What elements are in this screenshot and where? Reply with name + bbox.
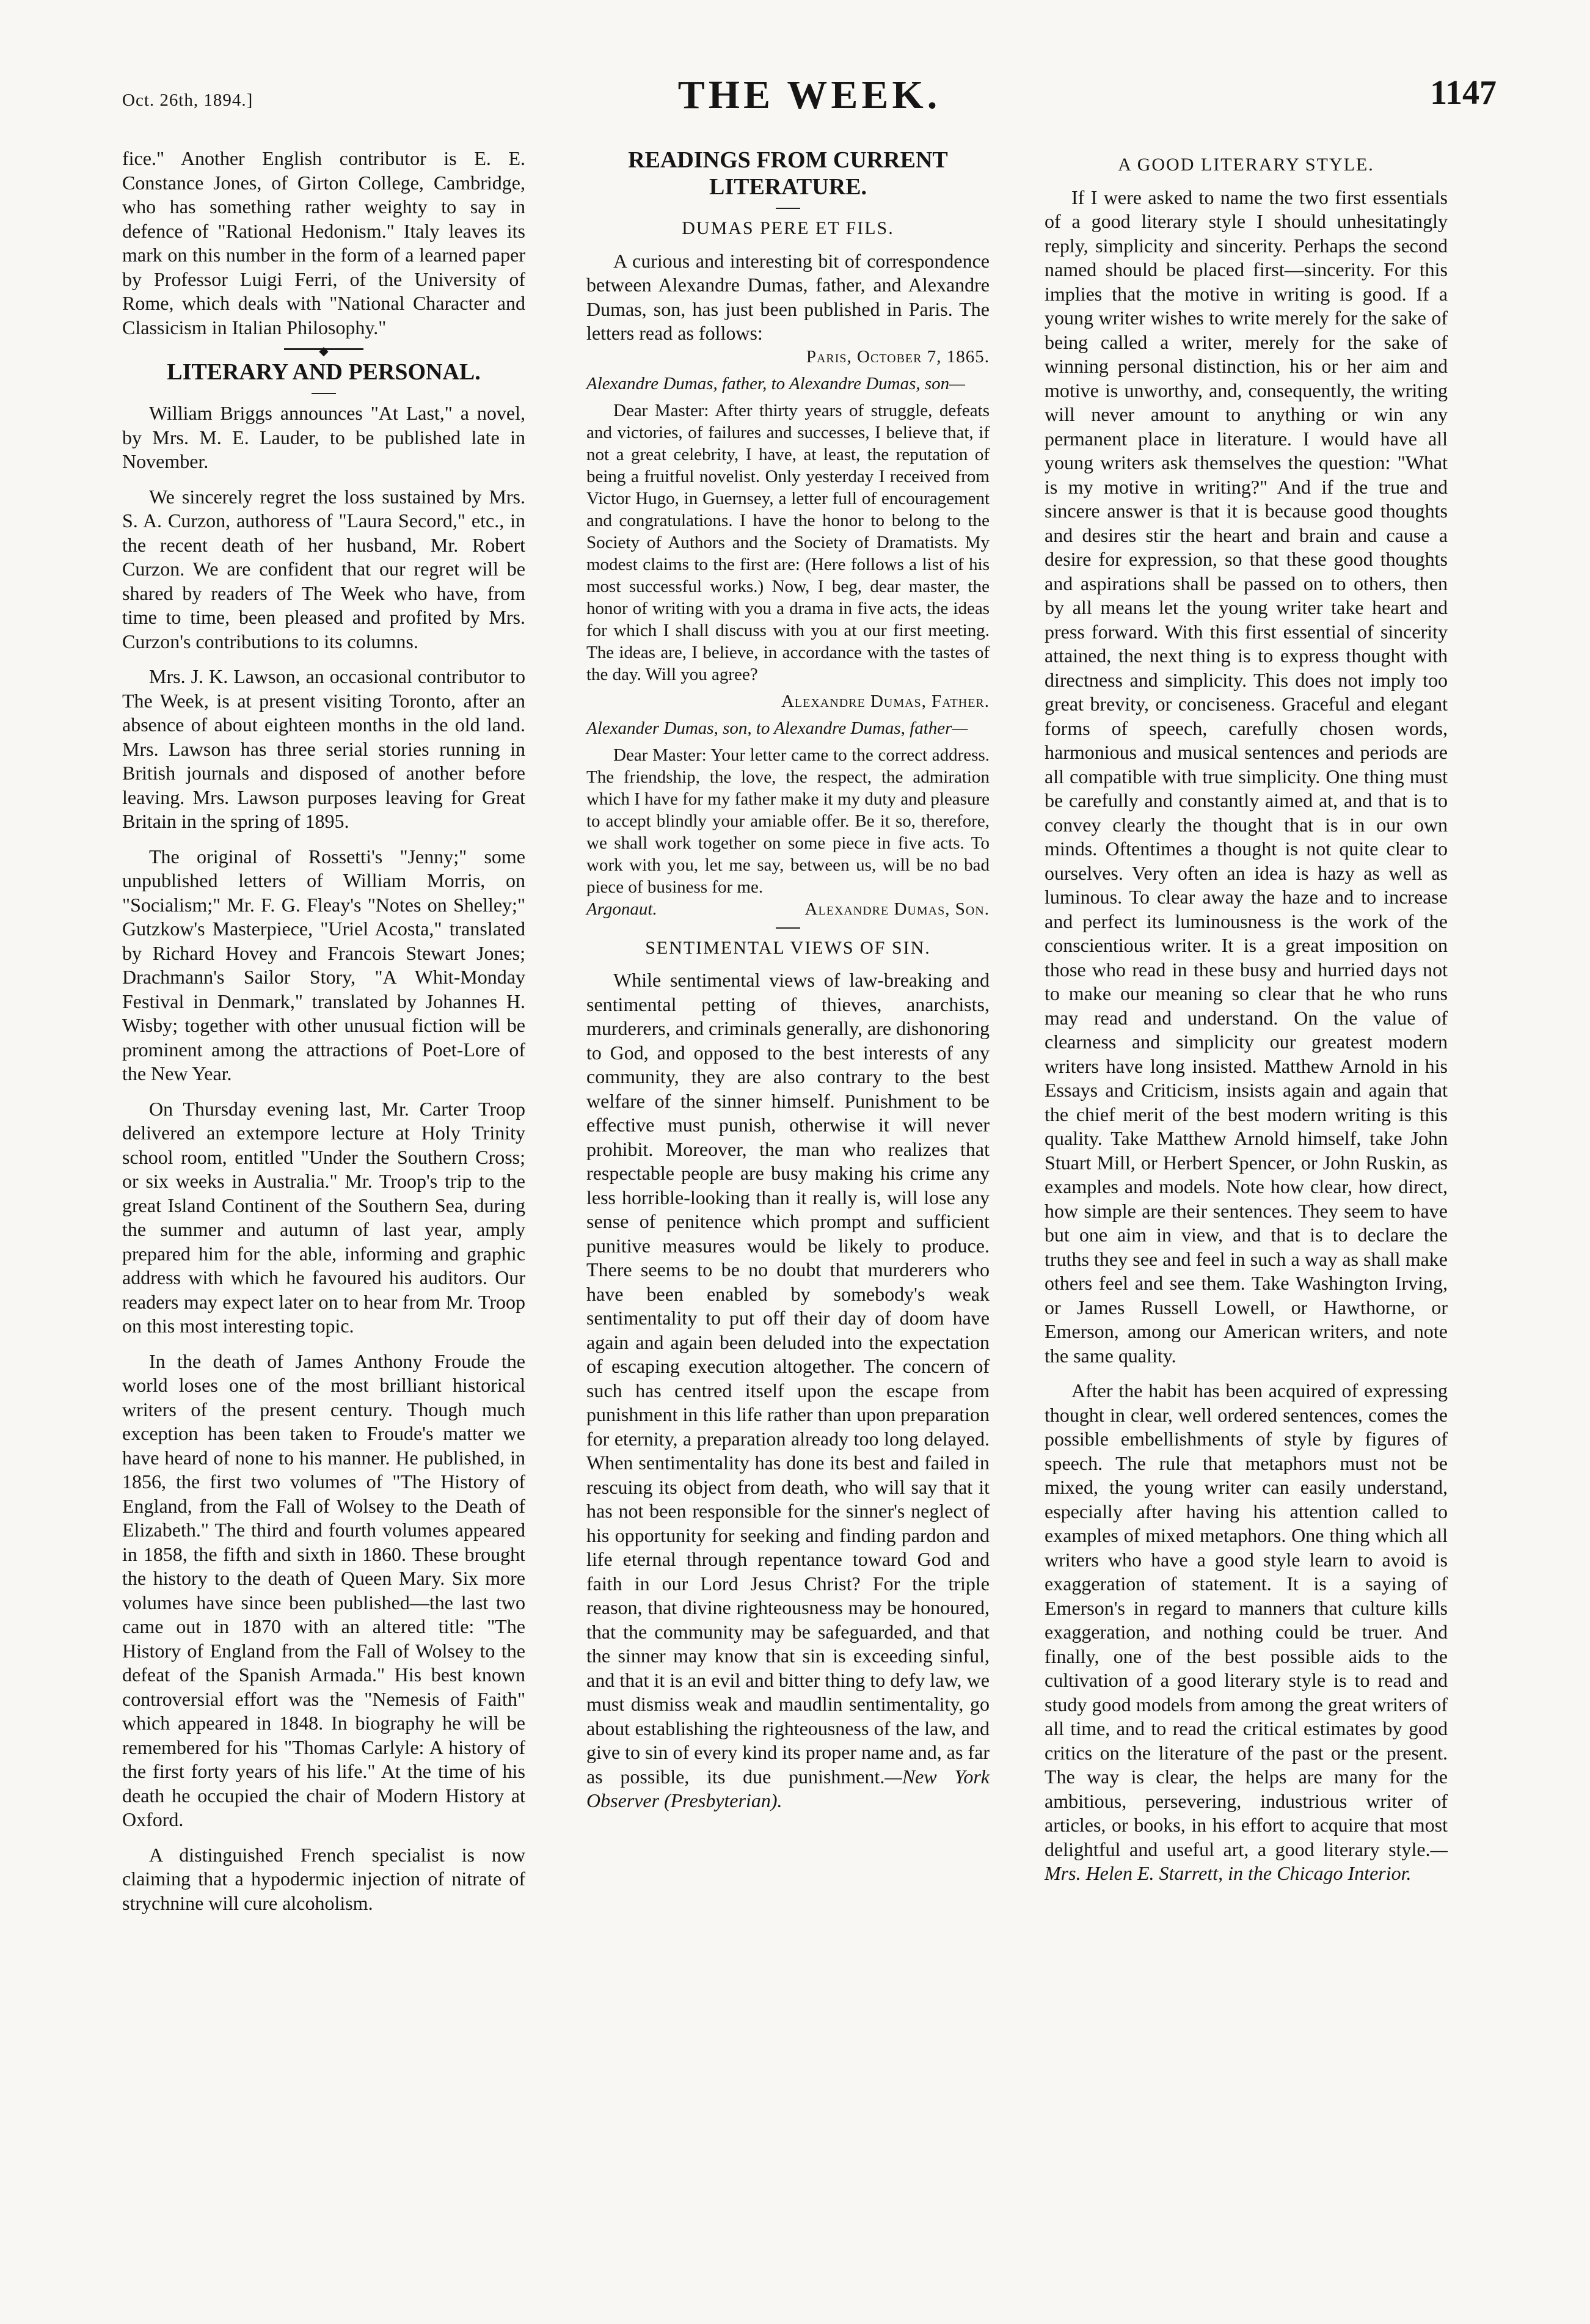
article-title-sentimental: SENTIMENTAL VIEWS OF SIN. (645, 937, 931, 958)
letter-signature: Alexandre Dumas, Father. (781, 691, 990, 711)
news-paragraph: A distinguished French specialist is now claiming that a hypodermic injection of nitrate of strychnine will cure alcoholism. (122, 1843, 525, 1914)
source-citation: —New York Observer (Presbyterian). (586, 1765, 990, 1811)
letter-signature: Alexandre Dumas, Son. (804, 899, 990, 919)
news-paragraph: On Thursday evening last, Mr. Carter Troop delivered an extempore lecture at Holy Trinity school room, entitled "Under the Southern Cross; or six weeks in Australia." Mr. Troop's trip to the great Island Continent of the Southern Sea, during the summer and autumn of last year, amply prepared him for the able, informing and graphic address with which he favoured his auditors. Our readers may expect later on to hear from Mr. Troop on this most interesting topic. (122, 1097, 525, 1337)
news-paragraph: We sincerely regret the loss sustained by Mrs. S. A. Curzon, authoress of "Laura Secord," etc., in the recent death of her husband, Mr. Robert Curzon. We are confident that our regret will be shared by readers of The Week who have, from time to time, been pleased and profited by Mrs. Curzon's contributions to its columns. (122, 485, 525, 652)
letter-block (586, 346, 990, 920)
letter-body: Dear Master: Your letter came to the correct address. The friendship, the love, the respect, the admiration which I have for my father make it my duty and pleasure to accept blindly your amiable offer. Be it so, therefore, we shall work together on some piece in five acts. To work with you, let me say, between us, will be no bad piece of business for me. (586, 745, 990, 897)
source-citation: —Mrs. Helen E. Starrett, in the Chicago Interior. (1045, 1838, 1448, 1884)
article-paragraph (1045, 1379, 1448, 1886)
continued-paragraph: fice." Another English contributor is E. E. Constance Jones, of Girton College, Cambridge, who has something rather weighty to say in defence of "Rational Hedonism." Italy leaves its mark on this number in the form of a learned paper by Professor Luigi Ferri, of the University of Rome, which deals with "National Character and Classicism in Italian Philosophy." (122, 147, 525, 338)
article-text: While sentimental views of law-breaking and sentimental petting of thieves, anarchists, murderers, and criminals generally, are dishonoring to God, and opposed to the best interests of any community, they are also contrary to the best welfare of the sinner himself. Punishment to be effective must punish, otherwise it will never prohibit. Moreover, the man who realizes that respectable people are busy making his crime any less horrible-looking than it really is, will lose any sense of penitence which prompt and sufficient punitive measures would be likely to produce. There seems to be no doubt that murderers who have been enabled by somebody's weak sentimentality to put off their day of doom have again and again been deluded into the expectation of escaping execution altogether. The concern of such has centred itself upon the escape from punishment in this life rather than upon preparation for eternity, a preparation already too long delayed. When sentimentality has done its best and failed in rescuing its object from death, who will say that it has not been responsible for the sinner's neglect of his opportunity for seeking and finding pardon and life eternal through repentance toward God and faith in our Lord Jesus Christ? For the triple reason, that divine righteousness may be honoured, that the community may be safeguarded, and that the sinner may know that sin is exceeding sinful, and that it is an evil and bitter thing to defy law, we must dismiss weak and maudlin sentimentality, go about establishing the righteousness of the law, and give to sin of every kind its proper name and, as far as possible, its due punishment. (586, 969, 990, 1788)
article-title-dumas: DUMAS PERE ET FILS. (682, 218, 894, 238)
divider (776, 927, 800, 929)
letter-dateline: Paris, October 7, 1865. (806, 346, 990, 367)
article-text: After the habit has been acquired of expressing thought in clear, well ordered sentences, comes the possible embellishments of style by figures of speech. The rule that metaphors must not be mixed, the young writer can easily understand, especially after having his attention called to examples of mixed metaphors. One thing which all writers who have a good style learn to avoid is exaggeration of statement. It is a saying of Emerson's in regard to manners that culture kills exaggeration, and nothing could be truer. And finally, one of the best possible aids to the cultivation of a good literary style is to read and study good models from among the great writers of all time, and to read the critical estimates by good critics on the literature of the past or the present. The way is clear, the helps are many for the ambitious, persevering, industrious writer of articles, or books, in his effort to acquire that most delightful and useful art, a good literary style. (1045, 1379, 1448, 1860)
news-paragraph: The original of Rossetti's "Jenny;" some unpublished letters of William Morris, on "Socialism;" Mr. F. G. Fleay's "Notes on Shelley;" Gutzkow's Masterpiece, "Uriel Acosta," translated by Richard Hovey and Francois Stewart Jones; Drachmann's Sailor Story, "A Whit-Monday Festival in Denmark," translated by Johannes H. Wisby; together with other unusual fiction will be prominent among the attractions of Poet-Lore of the New Year. (122, 845, 525, 1084)
letter-address: Alexandre Dumas, father, to Alexandre Dumas, son— (586, 373, 965, 393)
column-middle (586, 147, 990, 1813)
letter-body: Dear Master: After thirty years of struggle, defeats and victories, of failures and successes, I believe that, if not a great celebrity, I have, at least, the reputation of being a fruitful novelist. Only yesterday I received from Victor Hugo, in Guernsey, a letter full of encouragement and congratulations. I have the honor to belong to the Society of Authors and the Society of Dramatists. My modest claims to the first are: (Here follows a list of his most successful works.) Now, I beg, dear master, the honor of writing with you a drama in five acts, the ideas for which I shall discuss with you at our first meeting. The ideas are, I believe, in accordance with the tastes of the day. Will you agree? (586, 400, 990, 684)
news-paragraph: William Briggs announces "At Last," a novel, by Mrs. M. E. Lauder, to be published late in November. (122, 402, 525, 472)
ornament-divider (284, 348, 363, 350)
article-intro: A curious and interesting bit of correspondence between Alexandre Dumas, father, and Alexandre Dumas, son, has just been published in Paris. The letters read as follows: (586, 249, 990, 344)
section-heading-readings: READINGS FROM CURRENT LITERATURE. (628, 147, 948, 200)
column-left (122, 147, 525, 1915)
divider (776, 208, 800, 209)
letter-signature-row (586, 898, 990, 920)
article-title-literary-style: A GOOD LITERARY STYLE. (1118, 155, 1374, 175)
article-paragraph: If I were asked to name the two first essentials of a good literary style I should unhesitatingly reply, simplicity and sincerity. Perhaps the second named should be placed first—sincerity. For this implies that the motive in writing is good. If a young writer wishes to write merely for the sake of being called a writer, merely for the sake of winning personal distinction, his or her aim and motive is unworthy, and, consequently, the writing will never amount to anything or win any permanent place in literature. I would have all young writers ask themselves the question: "What is my motive in writing?" And if the true and sincere answer is that it is because good thoughts and desires stir the heart and brain and cause a desire for expression, so that these good thoughts and aspirations shall be passed on to others, then by all means let the young writer take heart and press forward. With this first essential of sincerity attained, the next thing is to express thought with directness and simplicity. This does not imply too great brevity, or conciseness. Graceful and elegant forms of speech, carefully chosen words, harmonious and musical sentences and periods are all compatible with true simplicity. One thing must be carefully and constantly aimed at, and that is to convey clearly the thought that is in our own minds. Oftentimes a thought is not quite clear to ourselves. Very often an idea is hazy as well as luminous. To clear away the haze and to increase and perfect its luminousness is the work of the conscientious writer. It is a great imposition on those who read in these busy and hurried days not to make our meaning so clear that he who runs may read and understand. On the value of clearness and simplicity our greatest modern writers have long insisted. Matthew Arnold in his Essays and Criticism, insists again and again that the chief merit of the best modern writing is this quality. Take Matthew Arnold himself, take John Stuart Mill, or Herbert Spencer, or John Ruskin, as examples and models. Note how clear, how direct, how simple are their sentences. They seem to have but one aim in view, and that is to declare the truths they see and feel in such a way as shall make others feel and see them. Take Washington Irving, or James Russell Lowell, or Hawthorne, or Emerson, among our American writers, and note the same quality. (1045, 186, 1448, 1367)
divider (312, 393, 336, 394)
column-right (1045, 147, 1448, 1886)
news-paragraph: In the death of James Anthony Froude the world loses one of the most brilliant historical writers of the present century. Though much exception has been taken to Froude's matter we have heard of none to his manner. He published, in 1856, the first two volumes of "The History of England, from the Fall of Wolsey to the Death of Elizabeth." The third and fourth volumes appeared in 1858, the fifth and sixth in 1860. These brought the history to the death of Queen Mary. Six more volumes have since been published—the last two came out in 1870 with an altered title: "The History of England from the Fall of Wolsey to the defeat of the Spanish Armada." His best known controversial effort was the "Nemesis of Faith" which appeared in 1848. In biography he will be remembered for his "Thomas Carlyle: A history of the first forty years of his life." At the time of his death he occupied the chair of Modern History at Oxford. (122, 1350, 525, 1830)
issue-date: Oct. 26th, 1894.] (122, 90, 253, 110)
source-citation: Argonaut. (586, 899, 657, 919)
news-paragraph: Mrs. J. K. Lawson, an occasional contributor to The Week, is at present visiting Toronto, after an absence of about eighteen months in the old land. Mrs. Lawson has three serial stories running in British journals and disposed of another before leaving. Mrs. Lawson purposes leaving for Great Britain in the spring of 1895. (122, 665, 525, 832)
section-heading-literary-personal: LITERARY AND PERSONAL. (167, 359, 481, 385)
masthead (110, 72, 1509, 127)
article-body (586, 968, 990, 1813)
letter-address: Alexander Dumas, son, to Alexandre Dumas, father— (586, 718, 968, 738)
publication-title: THE WEEK. (677, 73, 941, 117)
page-number: 1147 (1430, 74, 1497, 112)
